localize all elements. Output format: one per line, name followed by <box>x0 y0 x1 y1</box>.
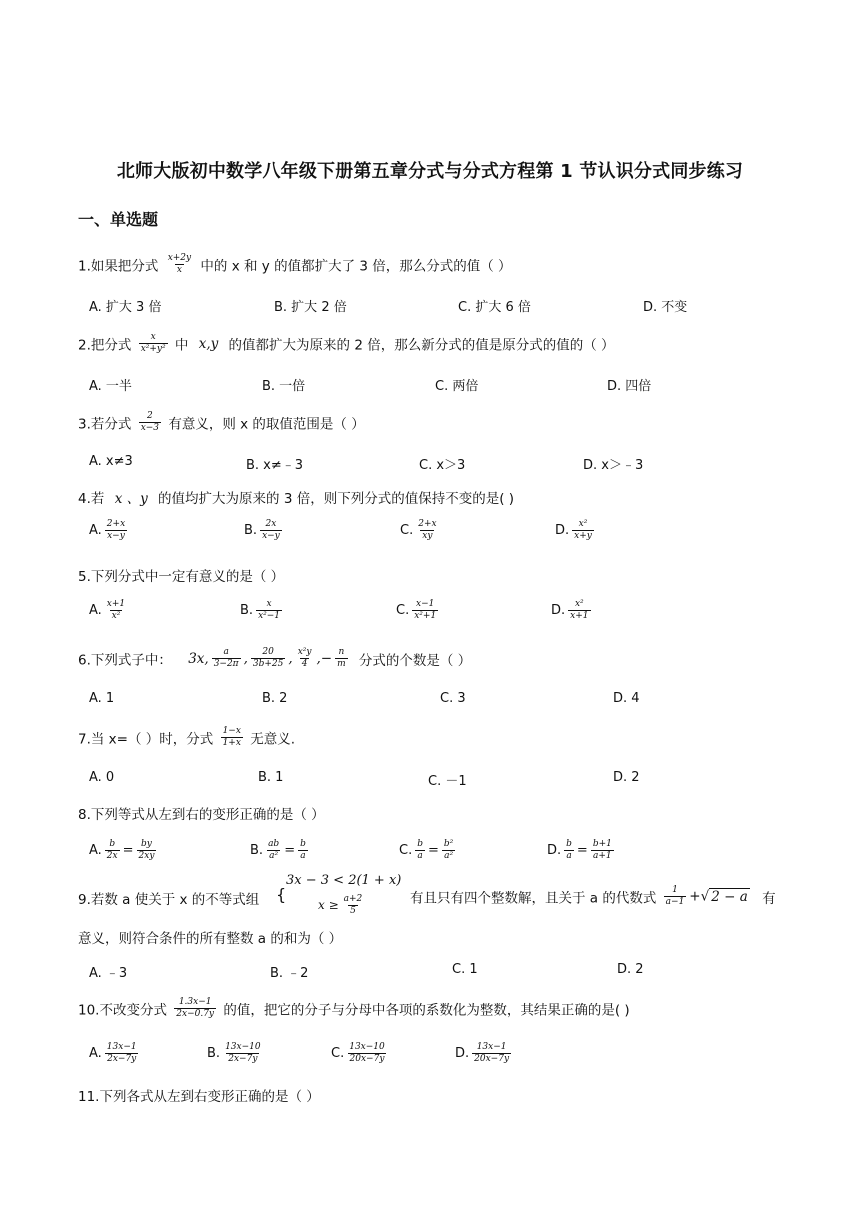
fraction-denominator: a² <box>269 851 279 861</box>
option-b[interactable]: B. 扩大 2 倍 <box>274 300 347 315</box>
question-6-term-2: ,− <box>316 650 333 667</box>
option-d[interactable]: D. 不变 <box>643 300 688 315</box>
option-c[interactable] <box>396 600 441 621</box>
fraction-denominator: 2x <box>106 851 118 861</box>
question-6-prefix: 6.下列式子中： <box>78 652 172 669</box>
option-label: C. <box>331 1046 345 1061</box>
fraction-numerator: 13x−10 <box>349 1042 385 1052</box>
fraction-denominator: x−y <box>107 531 125 541</box>
question-3-suffix: 有意义，则 x 的取值范围是（ ） <box>168 416 365 433</box>
fraction-denominator: xy <box>422 531 433 541</box>
option-c[interactable]: C. $\frac{b}{a}$ = $\frac{\text{b²}}{\text{a²}}$ <box>399 839 454 861</box>
fraction-numerator: b <box>109 839 116 849</box>
fraction-numerator: x+1 <box>106 599 126 609</box>
fraction-numerator: 2 <box>146 411 153 421</box>
fraction-numerator: 13x−10 <box>225 1042 261 1052</box>
fraction-denominator: x+y <box>574 531 592 541</box>
fraction-numerator: 2+x <box>106 519 126 529</box>
question-10 <box>78 998 630 1019</box>
fraction-numerator: 1−x <box>222 726 241 736</box>
option-b[interactable] <box>240 600 285 621</box>
option-label: B. <box>207 1046 221 1061</box>
question-6-fraction-2 <box>251 648 285 669</box>
fraction-numerator: by <box>141 839 152 849</box>
section-heading: 一、单选题 <box>78 210 159 229</box>
option-label: C. <box>396 603 410 618</box>
fraction-denominator: 1+x <box>222 738 241 748</box>
option-label: A. <box>89 603 102 618</box>
question-2-prefix: 2.把分式 <box>78 337 132 354</box>
option-d[interactable]: D. 2 <box>613 770 640 785</box>
question-2 <box>78 333 615 354</box>
question-9-fraction <box>664 886 687 907</box>
option-d[interactable] <box>455 1043 514 1064</box>
question-4-prefix: 4.若 <box>78 491 105 507</box>
question-9-line-2: 意义，则符合条件的所有整数 a 的和为（ ） <box>78 931 343 947</box>
fraction-denominator: 2x−7y <box>107 1054 137 1064</box>
fraction-numerator: ab <box>268 839 280 849</box>
question-6-fraction-4 <box>335 648 348 669</box>
question-3-fraction <box>139 412 161 433</box>
question-9-suffix: 有 <box>762 890 776 907</box>
option-label: B. <box>250 843 264 858</box>
question-7 <box>78 727 295 748</box>
inequality-2 <box>318 895 367 916</box>
fraction-denominator: 20x−7y <box>474 1054 510 1064</box>
fraction-denominator: x+1 <box>570 611 589 621</box>
fraction-numerator: b <box>566 839 572 849</box>
fraction-denominator: a² <box>444 851 454 861</box>
option-a[interactable] <box>89 600 130 621</box>
fraction-denominator: a <box>566 851 572 861</box>
question-11: 11.下列各式从左到右变形正确的是（ ） <box>78 1089 320 1105</box>
fraction-numerator: n <box>338 647 345 657</box>
option-label: A. <box>89 1046 102 1061</box>
fraction-denominator: 2x−0.7y <box>176 1009 215 1019</box>
question-7-fraction <box>221 727 243 748</box>
fraction-numerator: b <box>300 839 306 849</box>
option-a[interactable]: A. ﹣3 <box>89 966 128 981</box>
fraction-denominator: 2x−7y <box>228 1054 258 1064</box>
fraction-numerator: b <box>417 839 423 849</box>
option-c[interactable]: C. 两倍 <box>435 379 479 394</box>
option-b[interactable]: B. 2 <box>262 691 288 706</box>
fraction-denominator: a−1 <box>665 897 685 907</box>
option-c[interactable]: C. 3 <box>440 691 466 706</box>
question-2-fraction <box>139 333 168 354</box>
fraction-numerator: x−1 <box>416 599 435 609</box>
question-6: 6.下列式子中： 3x, $\frac{a}{3-2\pi}$ , $\frac{20}{3b+25}$ , $\frac{\text{x²y}}{4}$ ,− $\frac{n}{m}$ 分式的个数是（ ） <box>78 647 472 669</box>
option-label: A. <box>89 843 102 858</box>
question-1-prefix: 1.如果把分式 <box>78 258 159 275</box>
fraction-numerator: 13x−1 <box>476 1042 507 1052</box>
question-1-suffix: 中的 x 和 y 的值都扩大了 3 倍，那么分式的值（ ） <box>200 258 512 275</box>
fraction-numerator: 2+x <box>418 519 437 529</box>
fraction-numerator: b² <box>443 839 454 849</box>
fraction-denominator: x² <box>111 611 121 621</box>
question-6-suffix: 分式的个数是（ ） <box>358 652 472 669</box>
option-c[interactable]: C. 扩大 6 倍 <box>458 300 531 315</box>
fraction-denominator: 3b+25 <box>252 659 284 669</box>
fraction-denominator: 5 <box>350 906 356 916</box>
question-10-suffix: 的值，把它的分子与分母中各项的系数化为整数，其结果正确的是( ) <box>223 1002 630 1019</box>
question-1 <box>78 254 512 275</box>
question-4-suffix: 的值均扩大为原来的 3 倍，则下列分式的值保持不变的是( ) <box>158 491 515 507</box>
option-d[interactable]: D. $\frac{b}{a}$ = $\frac{b+1}{a+1}$ <box>547 839 612 861</box>
fraction-denominator: 4 <box>301 659 308 669</box>
fraction-numerator: a <box>223 647 229 657</box>
fraction-numerator: x <box>266 599 272 609</box>
option-label: D. <box>555 523 570 538</box>
question-10-fraction <box>174 998 216 1019</box>
option-c[interactable] <box>400 520 442 541</box>
option-label: A. <box>89 523 102 538</box>
option-b[interactable]: B. 1 <box>258 770 284 785</box>
question-6-fraction-3 <box>296 648 314 669</box>
fraction-denominator: x <box>176 265 182 275</box>
question-9-continued: 有且只有四个整数解，且关于 a 的代数式 $\frac{1}{a-1}$ +√ 2 − a 有 <box>410 885 776 907</box>
option-d[interactable]: D. 2 <box>617 962 644 977</box>
option-a[interactable] <box>89 1043 142 1064</box>
fraction-numerator: b+1 <box>592 839 612 849</box>
fraction-denominator: x²−1 <box>258 611 281 621</box>
option-label: D. <box>455 1046 470 1061</box>
inequality-2-lhs: x ≥ <box>318 898 339 912</box>
question-3 <box>78 412 365 433</box>
option-b[interactable]: B. ﹣2 <box>270 966 309 981</box>
fraction-numerator: x <box>150 332 156 342</box>
question-2-vars: x,y <box>198 335 219 352</box>
fraction-numerator: 13x−1 <box>106 1042 137 1052</box>
fraction-numerator: 1 <box>672 885 678 895</box>
fraction-denominator: x²+1 <box>414 611 437 621</box>
option-c[interactable]: C. －1 <box>428 774 467 789</box>
fraction-numerator: a+2 <box>343 894 363 904</box>
brace: { <box>276 885 287 904</box>
square-root: √ 2 − a <box>700 888 748 905</box>
fraction-denominator: m <box>337 659 346 669</box>
fraction-denominator: a+1 <box>593 851 612 861</box>
radicand: 2 − a <box>711 888 748 905</box>
question-1-fraction <box>166 254 193 275</box>
question-10-prefix: 10.不改变分式 <box>78 1002 167 1019</box>
option-label: D. <box>547 843 562 858</box>
fraction-denominator: 20x−7y <box>349 1054 385 1064</box>
question-2-mid: 中 <box>174 337 189 354</box>
option-a[interactable] <box>89 520 130 541</box>
question-3-prefix: 3.若分式 <box>78 416 132 433</box>
option-b[interactable] <box>207 1043 266 1064</box>
fraction-denominator: x−3 <box>140 423 160 433</box>
option-a[interactable]: A. 1 <box>89 691 115 706</box>
option-c[interactable] <box>331 1043 390 1064</box>
option-label: B. <box>240 603 254 618</box>
fraction-numerator: x² <box>574 599 584 609</box>
question-7-suffix: 无意义. <box>250 731 295 748</box>
option-a[interactable]: A. 0 <box>89 770 115 785</box>
option-c[interactable]: C. 1 <box>452 962 478 977</box>
question-9-prefix: 9.若数 a 使关于 x 的不等式组 <box>78 892 260 908</box>
option-d[interactable]: D. 4 <box>613 691 640 706</box>
option-d[interactable] <box>551 600 594 621</box>
fraction-denominator: 3−2π <box>213 659 239 669</box>
question-2-suffix: 的值都扩大为原来的 2 倍，那么新分式的值是原分式的值的（ ） <box>228 337 615 354</box>
option-label: C. <box>400 523 414 538</box>
question-9-mid: 有且只有四个整数解，且关于 a 的代数式 <box>410 890 657 907</box>
option-a[interactable]: A. 一半 <box>89 379 132 394</box>
question-4 <box>78 487 514 507</box>
option-a[interactable]: A. x≠3 <box>89 454 133 469</box>
question-7-prefix: 7.当 x=（ ）时，分式 <box>78 731 214 748</box>
option-c[interactable]: C. x＞3 <box>419 458 466 473</box>
option-d[interactable]: D. 四倍 <box>607 379 652 394</box>
inequality-1: 3x − 3 < 2(1 + x) <box>286 873 402 888</box>
option-a[interactable]: A. $\frac{b}{2x}$ = $\frac{by}{2xy}$ <box>89 839 155 861</box>
fraction-numerator: x+2y <box>167 253 192 263</box>
fraction-numerator: 20 <box>262 647 274 657</box>
page-title: 北师大版初中数学八年级下册第五章分式与分式方程第 1 节认识分式同步练习 <box>116 161 744 182</box>
option-a[interactable]: A. 扩大 3 倍 <box>89 300 162 315</box>
fraction-numerator: x²y <box>297 647 312 657</box>
question-6-fraction-1 <box>212 648 241 669</box>
option-d[interactable] <box>555 520 597 541</box>
fraction-denominator: a <box>417 851 423 861</box>
option-label: B. <box>244 523 258 538</box>
fraction-numerator: 1.3x−1 <box>178 997 212 1007</box>
option-label: C. <box>399 843 413 858</box>
option-b[interactable]: B. x≠﹣3 <box>246 458 304 473</box>
option-label: D. <box>551 603 566 618</box>
fraction-denominator: x²+y² <box>140 344 166 354</box>
question-5: 5.下列分式中一定有意义的是（ ） <box>78 569 285 585</box>
question-4-vars: x 、y <box>114 491 148 507</box>
fraction-numerator: x² <box>578 519 588 529</box>
fraction-denominator: a <box>300 851 306 861</box>
fraction-denominator: 2xy <box>138 851 155 861</box>
option-b[interactable]: B. $\frac{ab}{\text{a²}}$ = $\frac{b}{a}$ <box>250 839 306 861</box>
question-8: 8.下列等式从左到右的变形正确的是（ ） <box>78 807 325 823</box>
option-b[interactable] <box>244 520 285 541</box>
option-b[interactable]: B. 一倍 <box>262 379 306 394</box>
fraction-numerator: 2x <box>265 519 277 529</box>
fraction-denominator: x−y <box>262 531 280 541</box>
question-6-term-1: 3x, <box>188 650 209 667</box>
option-d[interactable]: D. x＞﹣3 <box>583 458 644 473</box>
